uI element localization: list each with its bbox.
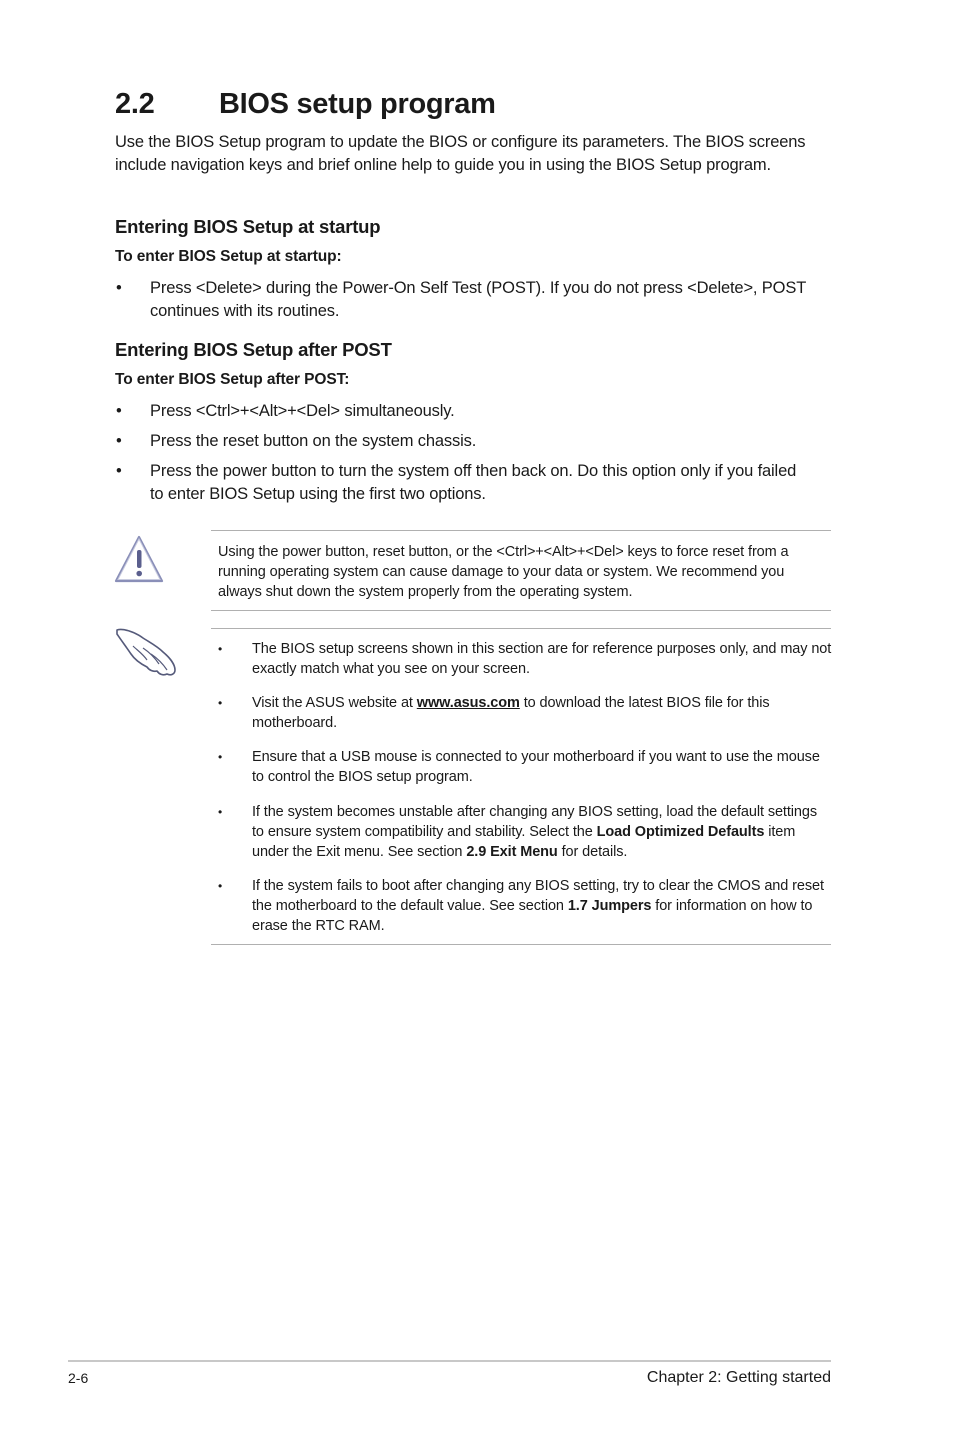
bullet-dot: •	[116, 462, 122, 480]
list-item	[218, 693, 830, 737]
list-item	[218, 802, 830, 866]
chapter-title: Chapter 2: Getting started	[646, 1369, 831, 1386]
note-top-rule	[211, 628, 831, 629]
note-bullet-4	[252, 802, 832, 862]
note-bullet-4-middle: item under the Exit menu. See section	[252, 824, 796, 860]
jumpers-section-ref: 1.7 Jumpers	[567, 898, 652, 914]
note-bullet-4-before: If the system becomes unstable after changing any BIOS setting, load the default settings to ensure system compatibility and stability. Select the	[252, 804, 817, 840]
bullet-dot: •	[218, 750, 223, 764]
asus-website-link[interactable]: www.asus.com	[416, 695, 520, 711]
list-item	[218, 747, 830, 791]
note-bullet-5-before: If the system fails to boot after changing any BIOS setting, try to clear the CMOS and reset the motherboard to the default value. See section	[252, 878, 824, 914]
list-item	[218, 639, 830, 683]
note-bullet-2-after: to download the latest BIOS file for this motherboard.	[252, 695, 770, 731]
page-number: 2-6	[68, 1370, 89, 1386]
bullet-dot: •	[116, 279, 122, 297]
bullet-dot: •	[116, 432, 122, 450]
section-number: 2.2	[115, 88, 155, 120]
note-bullet-5	[252, 876, 832, 936]
after-post-heading: Entering BIOS Setup after POST	[115, 339, 392, 360]
after-post-subheading: To enter BIOS Setup after POST:	[115, 371, 350, 388]
intro-paragraph: Use the BIOS Setup program to update the BIOS or configure its parameters. The BIOS screens include navigation keys and brief online help to guide you in using the BIOS Setup program.	[115, 133, 806, 174]
note-bullet-2-before: Visit the ASUS website at	[252, 695, 417, 711]
note-bullet-1: The BIOS setup screens shown in this section are for reference purposes only, and may not exactly match what you see on your screen.	[252, 641, 832, 677]
bullet-dot: •	[218, 879, 223, 893]
section-title: BIOS setup program	[219, 88, 496, 120]
note-bullet-2	[252, 693, 832, 733]
list-item	[116, 460, 816, 510]
list-item	[116, 400, 816, 424]
bullet-dot: •	[116, 402, 122, 420]
warning-text: Using the power button, reset button, or the <Ctrl>+<Alt>+<Del> keys to force reset from a running operating system can cause damage to your data or system. We recommend you always shut down the system properly from the operating system.	[218, 544, 789, 600]
note-bullet-4-after: for details.	[557, 844, 628, 860]
note-bullet-5-after: for information on how to erase the RTC RAM.	[252, 898, 813, 934]
warning-icon	[113, 534, 165, 586]
after-post-bullet-3: Press the power button to turn the system off then back on. Do this option only if you failed to enter BIOS Setup using the first two options.	[150, 462, 797, 503]
bullet-dot: •	[218, 805, 223, 819]
exit-menu-section-ref: 2.9 Exit Menu	[466, 844, 558, 860]
warning-top-rule	[211, 530, 831, 531]
after-post-bullet-2: Press the reset button on the system chassis.	[150, 432, 477, 450]
list-item	[116, 277, 816, 327]
note-bullet-3: Ensure that a USB mouse is connected to your motherboard if you want to use the mouse to control the BIOS setup program.	[252, 749, 820, 785]
startup-heading: Entering BIOS Setup at startup	[115, 216, 381, 237]
section-heading	[115, 88, 496, 121]
startup-subheading: To enter BIOS Setup at startup:	[115, 248, 342, 265]
pointing-hand-icon	[113, 624, 179, 678]
list-item	[116, 430, 816, 454]
warning-bottom-rule	[211, 610, 831, 611]
bullet-dot: •	[218, 642, 223, 656]
list-item	[218, 876, 830, 940]
note-bottom-rule	[211, 944, 831, 945]
load-optimized-defaults-label: Load Optimized Defaults	[596, 824, 765, 840]
footer-rule	[68, 1360, 831, 1362]
bullet-dot: •	[218, 696, 223, 710]
startup-bullet-1: Press <Delete> during the Power-On Self Test (POST). If you do not press <Delete>, POST continues with its routines.	[150, 279, 806, 320]
after-post-bullet-1: Press <Ctrl>+<Alt>+<Del> simultaneously.	[150, 402, 455, 420]
